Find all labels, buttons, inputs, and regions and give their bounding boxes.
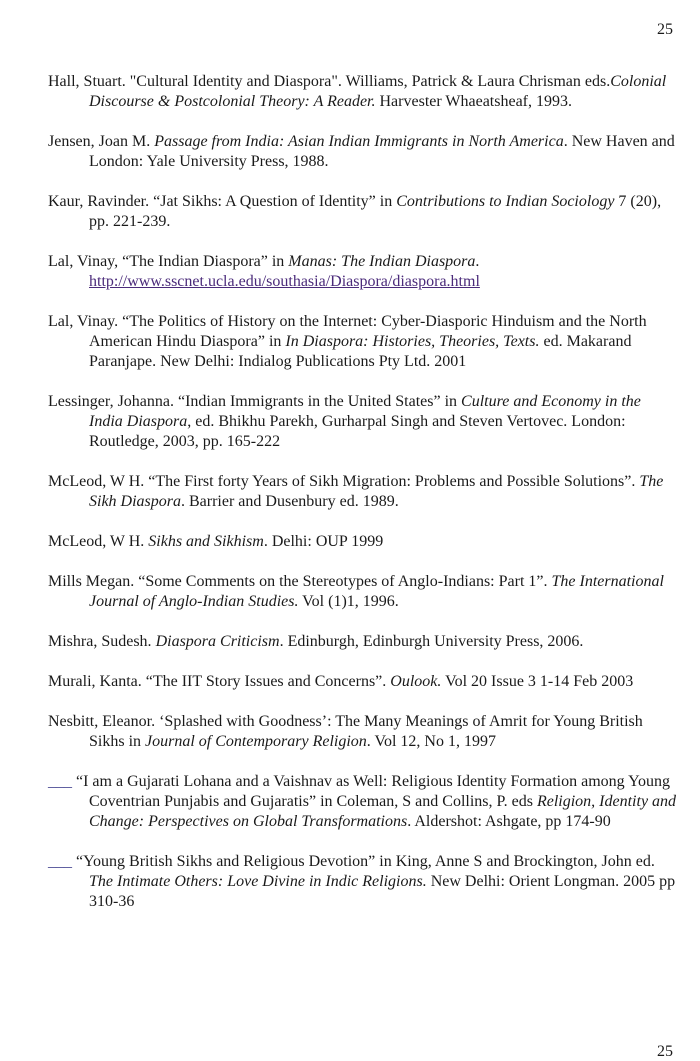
- reference-entry: [48, 132, 678, 172]
- reference-title: Passage from India: Asian Indian Immigrants in North America: [154, 133, 564, 150]
- reference-text: Kaur, Ravinder. “Jat Sikhs: A Question of Identity” in: [48, 193, 397, 210]
- reference-text: 7 (20), pp. 221-239.: [89, 193, 662, 230]
- reference-text: McLeod, W H. “The First forty Years of Sikh Migration: Problems and Possible Solutions”.: [48, 473, 640, 490]
- reference-entry: [48, 852, 678, 912]
- reference-entry: [48, 712, 678, 752]
- reference-text: McLeod, W H.: [48, 533, 149, 550]
- reference-entry: [48, 192, 678, 232]
- reference-entry: [48, 72, 678, 112]
- reference-text: . New Haven and London: Yale University Press, 1988.: [89, 133, 675, 170]
- reference-text: Lal, Vinay. “The Politics of History on the Internet: Cyber-Diasporic Hinduism and the North American Hindu Diaspora” in: [48, 313, 647, 350]
- reference-text: . Barrier and Dusenbury ed. 1989.: [181, 493, 399, 510]
- reference-text: .: [475, 253, 480, 270]
- reference-title: Oulook.: [390, 673, 442, 690]
- reference-text: Harvester Whaeatsheaf, 1993.: [375, 93, 573, 110]
- page-number-bottom: 25: [657, 1043, 673, 1060]
- same-author-dash: ___: [48, 853, 72, 870]
- reference-title: Sikhs and Sikhism: [148, 533, 264, 550]
- reference-text: ed. Makarand Paranjape. New Delhi: Indialog Publications Pty Ltd. 2001: [89, 333, 632, 370]
- reference-title: Diaspora Criticism: [155, 633, 280, 650]
- reference-list: [48, 72, 678, 932]
- reference-text: Mishra, Sudesh.: [48, 633, 156, 650]
- reference-entry: [48, 472, 678, 512]
- reference-text: Mills Megan. “Some Comments on the Stereotypes of Anglo-Indians: Part 1”.: [48, 573, 552, 590]
- reference-text: Lal, Vinay, “The Indian Diaspora” in: [48, 253, 289, 270]
- reference-entry: [48, 772, 678, 832]
- reference-text: “Young British Sikhs and Religious Devotion” in King, Anne S and Brockington, John ed.: [72, 853, 655, 870]
- reference-title: Manas: The Indian Diaspora: [288, 253, 476, 270]
- reference-text: . Vol 12, No 1, 1997: [366, 733, 496, 750]
- reference-text: Murali, Kanta. “The IIT Story Issues and Concerns”.: [48, 673, 391, 690]
- reference-title: Contributions to Indian Sociology: [396, 193, 615, 210]
- reference-entry: [48, 632, 678, 652]
- reference-text: Nesbitt, Eleanor. ‘Splashed with Goodness’: The Many Meanings of Amrit for Young British Sikhs in: [48, 713, 643, 750]
- reference-entry: [48, 312, 678, 372]
- reference-entry: [48, 572, 678, 612]
- reference-text: . Aldershot: Ashgate, pp 174-90: [407, 813, 611, 830]
- reference-text: , ed. Bhikhu Parekh, Gurharpal Singh and Steven Vertovec. London: Routledge, 2003, pp. 165-222: [89, 413, 626, 450]
- reference-title: Colonial Discourse & Postcolonial Theory: A Reader.: [89, 73, 667, 110]
- reference-text: “I am a Gujarati Lohana and a Vaishnav as Well: Religious Identity Formation among Young Coventrian Punjabis and Gujaratis” in Coleman, S and Collins, P. eds: [72, 773, 671, 810]
- reference-title: In Diaspora: Histories, Theories, Texts.: [285, 333, 540, 350]
- reference-url-link[interactable]: http://www.sscnet.ucla.edu/southasia/Diaspora/diaspora.html: [89, 273, 480, 290]
- reference-title: The Intimate Others: Love Divine in Indic Religions.: [89, 873, 427, 890]
- reference-text: Hall, Stuart. "Cultural Identity and Diaspora". Williams, Patrick & Laura Chrisman eds.: [48, 73, 611, 90]
- reference-entry: [48, 392, 678, 452]
- reference-text: Lessinger, Johanna. “Indian Immigrants in the United States” in: [48, 393, 462, 410]
- reference-title: The Sikh Diaspora: [89, 473, 664, 510]
- reference-title: Culture and Economy in the India Diaspora: [89, 393, 641, 430]
- reference-text: . Edinburgh, Edinburgh University Press, 2006.: [279, 633, 584, 650]
- reference-title: Religion, Identity and Change: Perspectives on Global Transformations: [89, 793, 677, 830]
- reference-text: New Delhi: Orient Longman. 2005 pp 310-36: [89, 873, 676, 910]
- reference-text: . Delhi: OUP 1999: [263, 533, 384, 550]
- same-author-dash: ___: [48, 773, 72, 790]
- reference-entry: [48, 672, 678, 692]
- reference-text: Vol (1)1, 1996.: [298, 593, 399, 610]
- reference-text: Jensen, Joan M.: [48, 133, 155, 150]
- reference-title: Journal of Contemporary Religion: [145, 733, 367, 750]
- reference-title: The International Journal of Anglo-Indian Studies.: [89, 573, 664, 610]
- page-number: 25: [657, 21, 673, 38]
- reference-text: Vol 20 Issue 3 1-14 Feb 2003: [441, 673, 634, 690]
- reference-entry: [48, 252, 678, 292]
- reference-entry: [48, 532, 678, 552]
